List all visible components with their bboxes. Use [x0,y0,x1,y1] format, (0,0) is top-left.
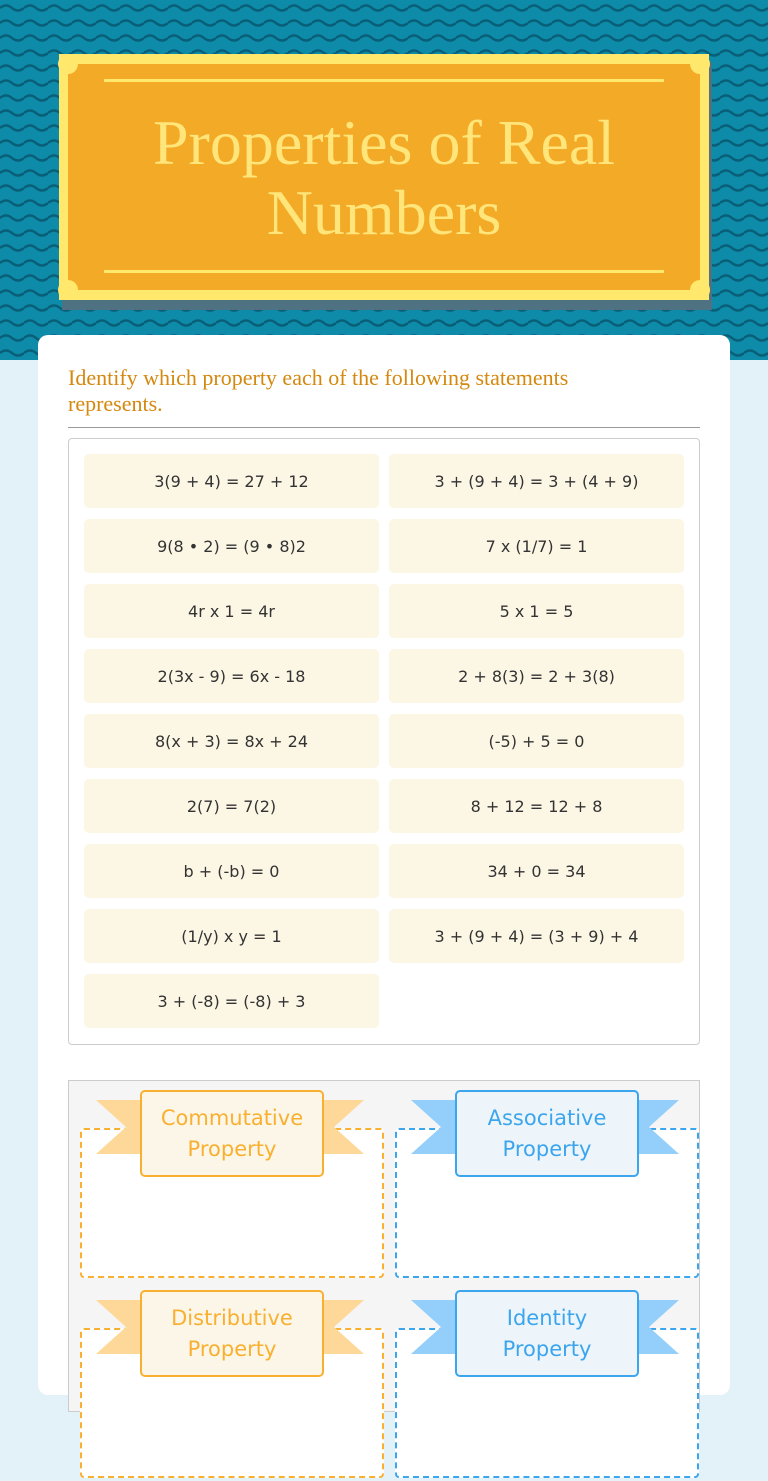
category-identity-dropzone[interactable] [389,1281,705,1481]
category-label-line: Property [502,1136,592,1161]
statement-card[interactable]: b + (-b) = 0 [84,844,379,898]
statement-card[interactable]: 3 + (9 + 4) = 3 + (4 + 9) [389,454,684,508]
statement-card[interactable]: 5 x 1 = 5 [389,584,684,638]
statement-card[interactable]: 8 + 12 = 12 + 8 [389,779,684,833]
category-associative-dropzone[interactable] [389,1081,705,1281]
statement-card[interactable]: 3 + (9 + 4) = (3 + 9) + 4 [389,909,684,963]
statement-card[interactable]: 8(x + 3) = 8x + 24 [84,714,379,768]
category-label-line: Distributive [171,1305,293,1330]
statement-card[interactable]: 3(9 + 4) = 27 + 12 [84,454,379,508]
category-label [455,1090,639,1177]
category-label [455,1290,639,1377]
categories-panel [68,1080,700,1412]
category-label [140,1290,324,1377]
statement-card[interactable]: 3 + (-8) = (-8) + 3 [84,974,379,1028]
title-line-1: Properties of Real [152,107,616,178]
statement-card[interactable]: 2(3x - 9) = 6x - 18 [84,649,379,703]
category-label-line: Identity [506,1305,588,1330]
statement-card[interactable]: 7 x (1/7) = 1 [389,519,684,573]
statement-card[interactable]: 34 + 0 = 34 [389,844,684,898]
category-distributive-dropzone[interactable] [74,1281,390,1481]
title-banner [59,54,709,300]
category-commutative-dropzone[interactable] [74,1081,390,1281]
statement-card[interactable]: 2 + 8(3) = 2 + 3(8) [389,649,684,703]
worksheet-card [38,335,730,1395]
category-label [140,1090,324,1177]
page-title [68,108,700,248]
category-label-line: Property [187,1136,277,1161]
statements-panel [68,438,700,1045]
statement-card[interactable]: 2(7) = 7(2) [84,779,379,833]
category-label-line: Property [187,1336,277,1361]
statement-card[interactable]: 9(8 • 2) = (9 • 8)2 [84,519,379,573]
statement-card[interactable]: 4r x 1 = 4r [84,584,379,638]
category-label-line: Associative [487,1105,607,1130]
divider [68,427,700,428]
statement-card[interactable]: (-5) + 5 = 0 [389,714,684,768]
title-line-2: Numbers [266,177,502,248]
statement-card[interactable]: (1/y) x y = 1 [84,909,379,963]
category-label-line: Commutative [160,1105,304,1130]
instructions: Identify which property each of the following statements represents. [68,365,569,416]
category-label-line: Property [502,1336,592,1361]
